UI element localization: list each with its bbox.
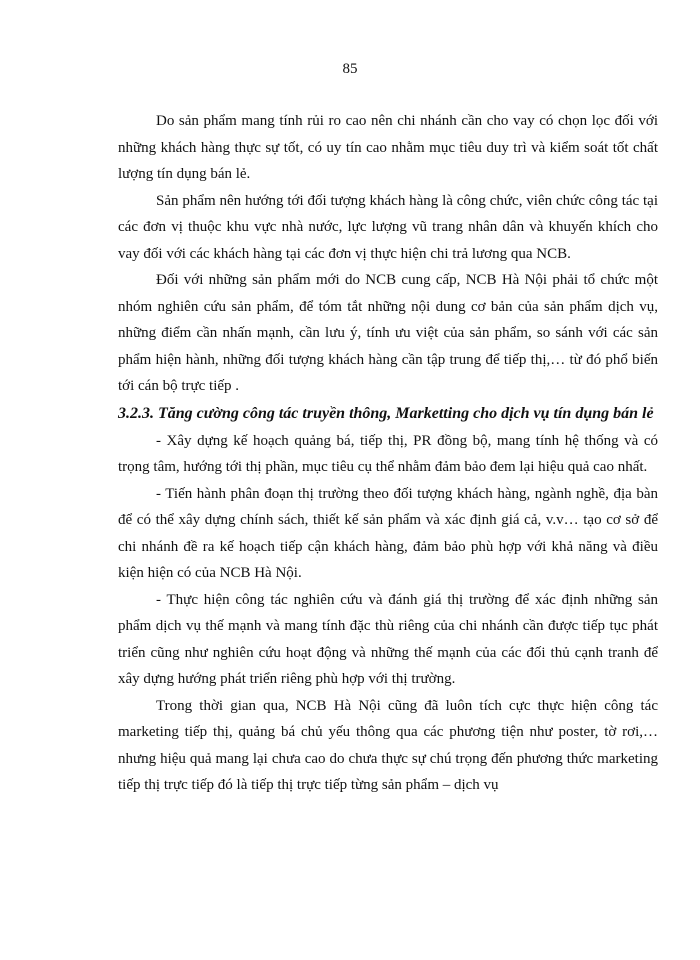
page-number: 85 (342, 61, 358, 77)
bullet-item-promotion-plan: - Xây dựng kế hoạch quảng bá, tiếp thị, PR đồng bộ, mang tính hệ thống và có trọng tâm, hướng tới thị phần, mục tiêu cụ thể nhằm đảm bảo đem lại hiệu quả cao nhất. (118, 432, 658, 475)
bullet-item-market-segmentation: - Tiến hành phân đoạn thị trường theo đối tượng khách hàng, ngành nghề, địa bàn để có thể xây dựng chính sách, thiết kế sản phẩm và xác định giá cả, v.v… tạo cơ sở để chi nhánh đề ra kế hoạch tiếp cận khách hàng, đảm bảo phù hợp với khả năng và điều kiện hiện có của NCB Hà Nội. (118, 485, 658, 581)
bullet-item-market-research: - Thực hiện công tác nghiên cứu và đánh giá thị trường để xác định những sản phẩm dịch vụ thế mạnh và mang tính đặc thù riêng của chi nhánh cần được tiếp tục phát triển cũng như nghiên cứu hoạt động và những thế mạnh của các đối thủ cạnh tranh để xây dựng hướng phát triển riêng phù hợp với thị trường. (118, 591, 658, 687)
paragraph-marketing-practice: Trong thời gian qua, NCB Hà Nội cũng đã luôn tích cực thực hiện công tác marketing tiếp thị, quảng bá chủ yếu thông qua các phương tiện như poster, tờ rơi,… nhưng hiệu quả mang lại chưa cao do chưa thực sự chú trọng đến phương thức marketing tiếp thị trực tiếp đó là tiếp thị trực tiếp từng sản phẩm – dịch vụ (118, 697, 658, 793)
page-body (118, 108, 658, 799)
section-heading: 3.2.3. Tăng cường công tác truyền thông, Marketting cho dịch vụ tín dụng bán lẻ (118, 404, 654, 422)
paragraph-product-risk: Do sản phẩm mang tính rủi ro cao nên chi nhánh cần cho vay có chọn lọc đối với những khách hàng thực sự tốt, có uy tín cao nhằm mục tiêu duy trì và kiểm soát tốt chất lượng tín dụng bán lẻ. (118, 113, 658, 182)
paragraph-target-customers: Sản phẩm nên hướng tới đối tượng khách hàng là công chức, viên chức công tác tại các đơn vị thuộc khu vực nhà nước, lực lượng vũ trang nhân dân và khuyến khích cho vay đối với các khách hàng tại các đơn vị thực hiện chi trả lương qua NCB. (118, 192, 658, 262)
paragraph-new-products: Đối với những sản phẩm mới do NCB cung cấp, NCB Hà Nội phải tổ chức một nhóm nghiên cứu sản phẩm, để tóm tắt những nội dung cơ bản của sản phẩm dịch vụ, những điểm cần nhấn mạnh, cần lưu ý, tính ưu việt của sản phẩm, so sánh với các sản phẩm hiện hành, những đối tượng khách hàng cần tập trung để tiếp thị,… từ đó phổ biến tới cán bộ trực tiếp . (118, 272, 658, 394)
